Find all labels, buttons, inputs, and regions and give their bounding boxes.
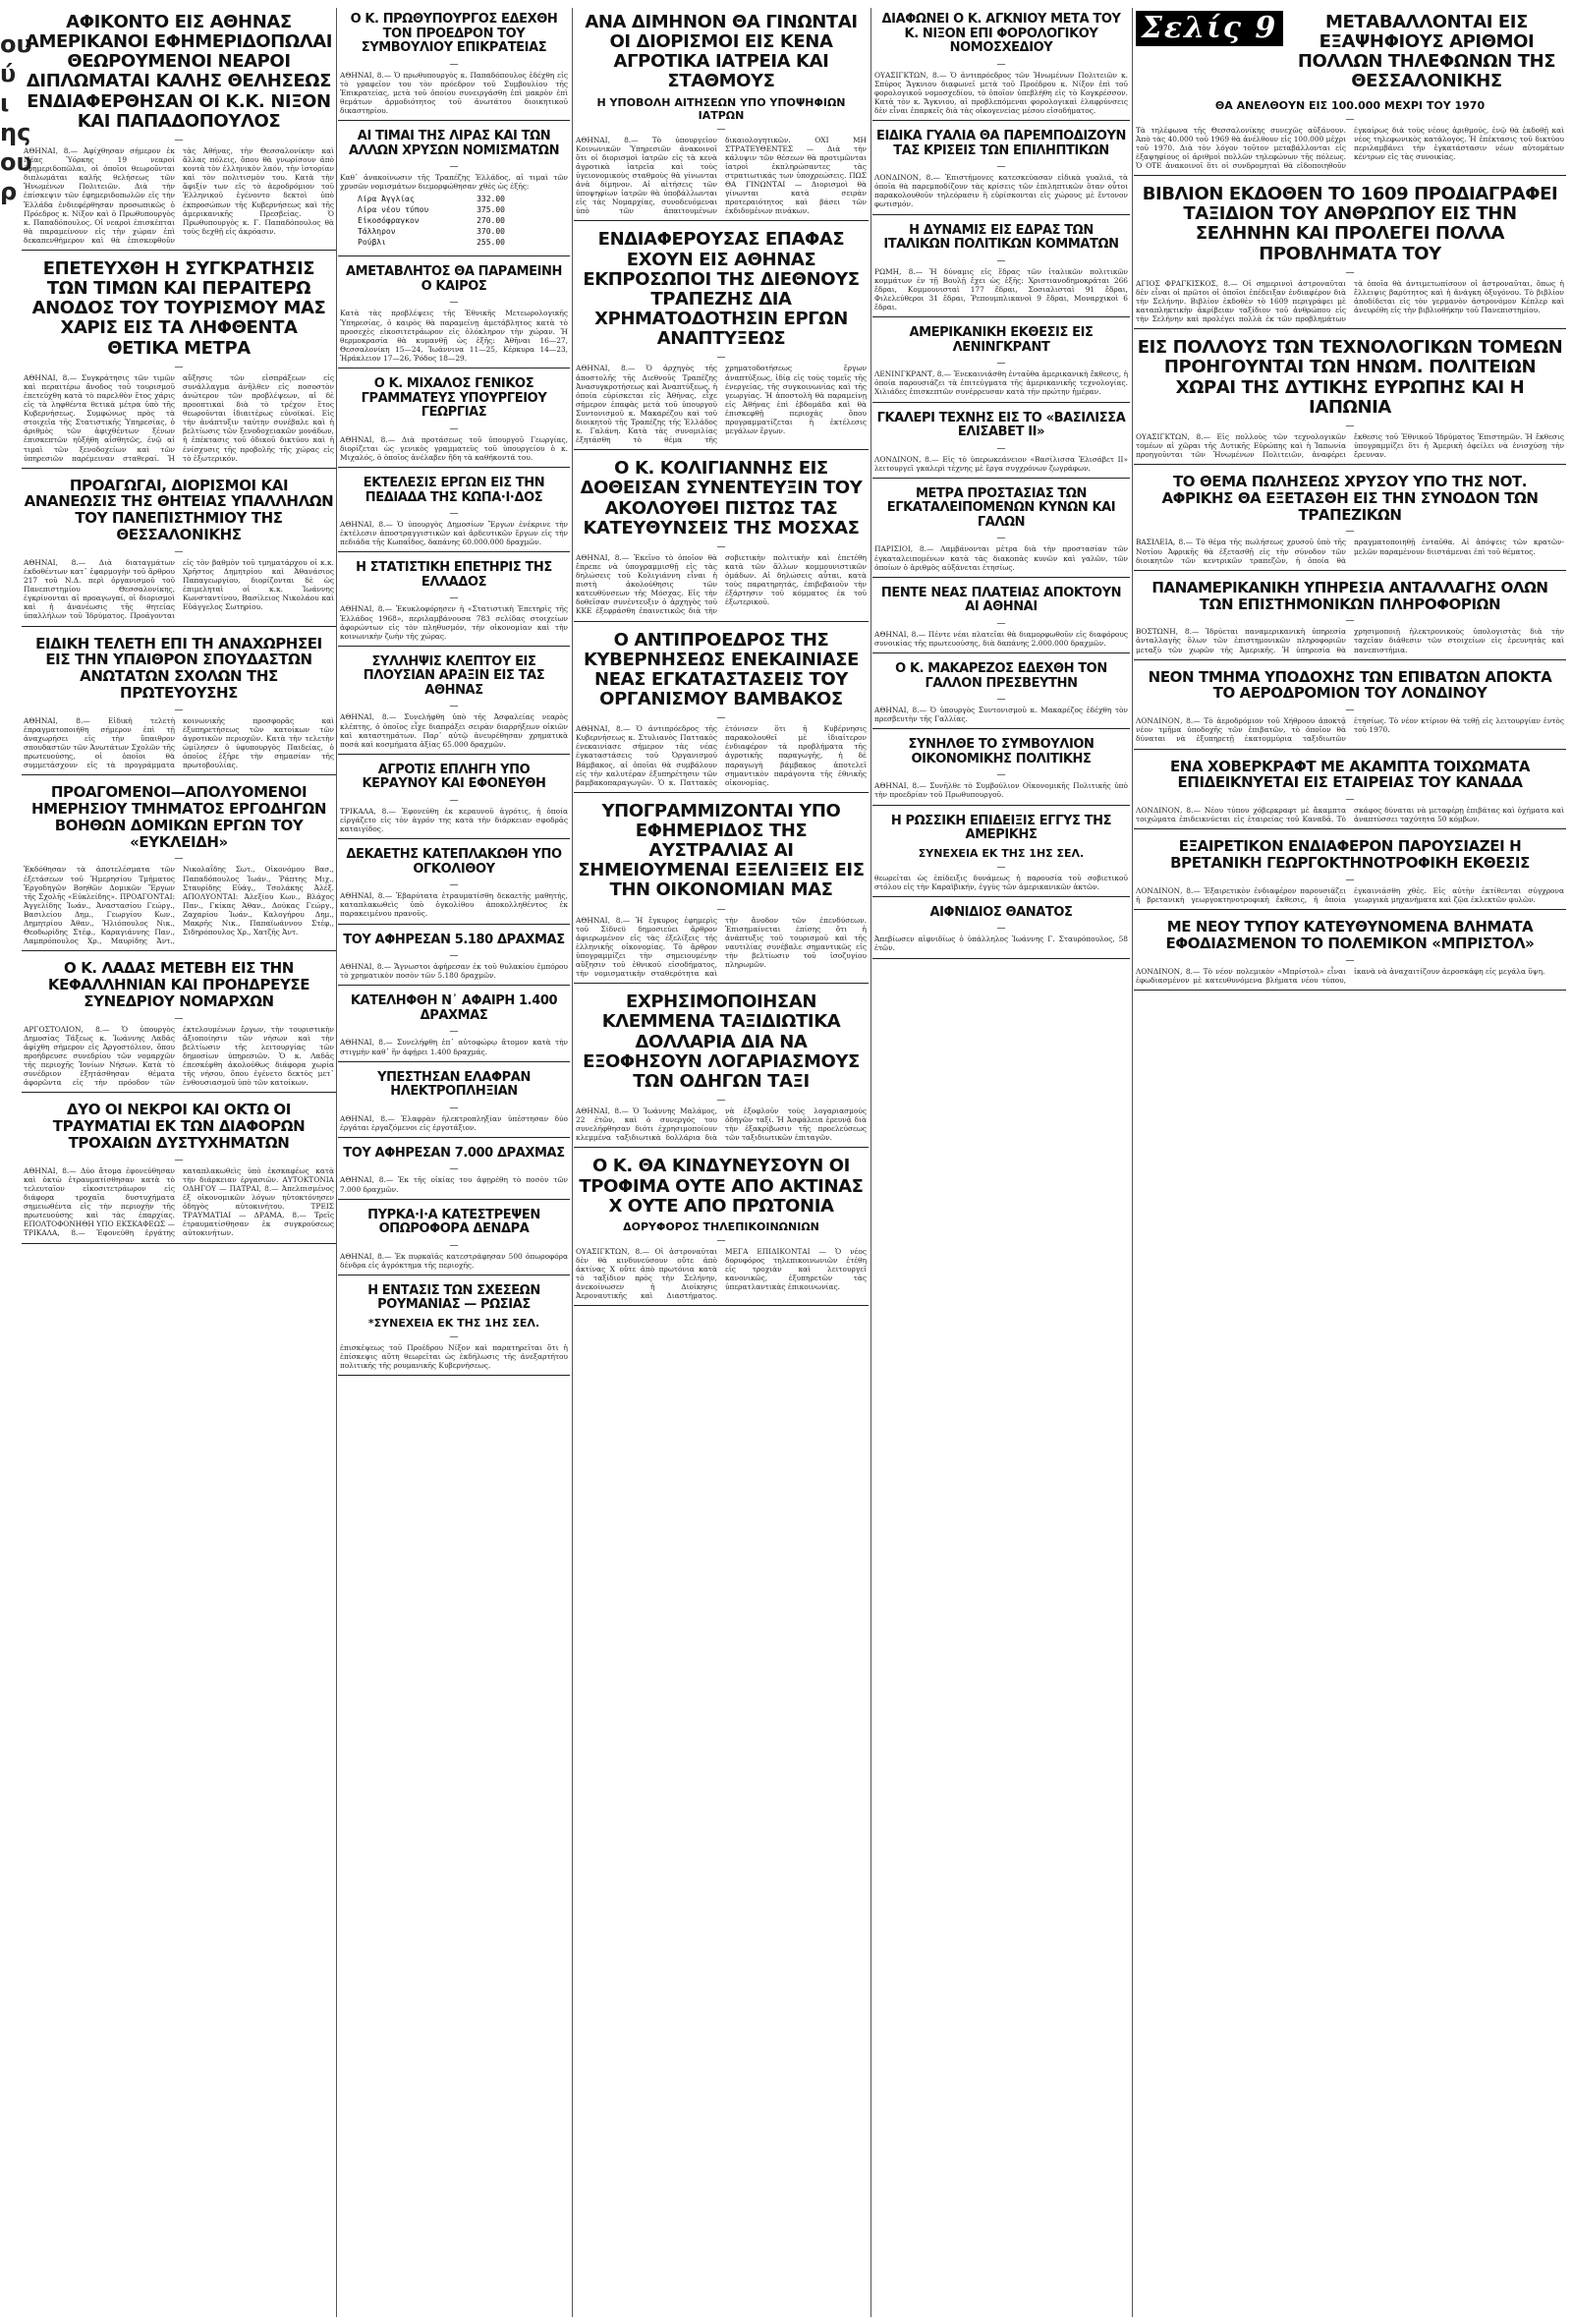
article-headline: ΔΙΑΦΩΝΕΙ Ο Κ. ΑΓΚΝΙΟΥ ΜΕΤΑ ΤΟΥ Κ. ΝΙΞΟΝ ΕΠΙ ΦΟΡΟΛΟΓΙΚΟΥ ΝΟΜΟΣΧΕΔΙΟΥ (881, 12, 1121, 56)
dash-separator: — (1345, 421, 1355, 431)
article (338, 372, 570, 468)
article-headline: ΑΝΑ ΔΙΜΗΝΟΝ ΘΑ ΓΙΝΩΝΤΑΙ ΟΙ ΔΙΟΡΙΣΜΟΙ ΕΙΣ ΚΕΝΑ ΑΓΡΟΤΙΚΑ ΙΑΤΡΕΙΑ ΚΑΙ ΣΤΑΘΜΟΥΣ (585, 12, 858, 92)
price-row (358, 226, 505, 237)
article-headline: ΚΑΤΕΛΗΦΘΗ Ν᾽ ΑΦΑΙΡΗ 1.400 ΔΡΑΧΜΑΣ (350, 993, 558, 1023)
article-headline: ΠΑΝΑΜΕΡΙΚΑΝΙΚΗ ΥΠΗΡΕΣΙΑ ΑΝΤΑΛΛΑΓΗΣ ΟΛΩΝ ΤΩΝ ΕΠΙΣΤΗΜΟΝΙΚΩΝ ΠΛΗΡΟΦΟΡΙΩΝ (1151, 578, 1548, 613)
dash-separator: — (716, 1235, 726, 1246)
price-value: 270.00 (477, 216, 505, 226)
article-body: ΑΘΗΝΑΙ, 8.— Ὁ ἀρχηγὸς τῆς ἀποστολῆς τῆς Διεθνοῦς Τραπέζης Ἀνασυγκροτήσεως καὶ Ἀναπτύξεως, ἡ ὁποία εὑρίσκεται εἰς Ἀθήνας, εἶχε σήμερον ἐπαφὰς μετὰ τοῦ ὑπουργοῦ Συντονισμοῦ κ. Μακαρέζου καὶ τοῦ διοικητοῦ τῆς Τραπέζης τῆς Ἑλλάδος κ. Γαλάνη. Κατὰ τὰς συνομιλίας ἐξητάσθη τὸ θέμα τῆς χρηματοδοτήσεως ἔργων ἀναπτύξεως, ἰδίᾳ εἰς τοὺς τομεῖς τῆς ἐνεργείας, τῆς συγκοινωνίας καὶ τῆς γεωργίας. Ἡ ἀποστολὴ θὰ παραμείνῃ εἰς Ἀθήνας ἐπὶ ἑβδομάδα καὶ θὰ ἐπισκεφθῇ περιοχὰς ὅπου προγραμματίζεται ἡ ἐκτέλεσις μεγάλων ἔργων. (576, 364, 867, 445)
article-body: ΑΘΗΝΑΙ, 8.— Ἐβαρύτατα ἐτραυματίσθη δεκαετὴς μαθητής, καταπλακωθεὶς ὑπὸ ὀγκολίθου ἀποκολληθέντος ἐκ παρακειμένου πρανοῦς. (340, 891, 568, 919)
article-headline: ΒΙΒΛΙΟΝ ΕΚΔΟΘΕΝ ΤΟ 1609 ΠΡΟΔΙΑΓΡΑΦΕΙ ΤΑΞΙΔΙΟΝ ΤΟΥ ΑΝΘΡΩΠΟΥ ΕΙΣ ΤΗΝ ΣΕΛΗΝΗΝ ΚΑΙ ΠΡΟΛΕΓΕΙ ΠΟΛΛΑ ΠΡΟΒΛΗΜΑΤΑ ΤΟΥ (1142, 184, 1558, 264)
article-body: ΟΥΑΣΙΓΚΤΩΝ, 8.— Οἱ ἀστροναῦται δὲν θὰ κινδυνεύσουν οὔτε ἀπὸ ἀκτίνας Χ οὔτε ἀπὸ πρωτόνια κατὰ τὸ ταξίδιον πρὸς τὴν Σελήνην, ἀνεκοίνωσεν ἡ Διοίκησις Ἀεροναυτικῆς καὶ Διαστήματος. ΜΕΓΑ ΕΠΙΔΙΚΟΝΤΑΙ — Ὁ νέος δορυφόρος τηλεπικοινωνιῶν ἐτέθη εἰς τροχιὰν καὶ λειτουργεῖ κανονικῶς, ἐξυπηρετῶν τὰς ὑπερατλαντικὰς ἐπικοινωνίας. (576, 1246, 867, 1301)
article-headline: ΕΝΑ ΧΟΒΕΡΚΡΑΦΤ ΜΕ ΑΚΑΜΠΤΑ ΤΟΙΧΩΜΑΤΑ ΕΠΙΔΕΙΚΝΥΕΤΑΙ ΕΙΣ ΕΤΑΙΡΕΙΑΣ ΤΟΥ ΚΑΝΑΔΑ (1169, 757, 1531, 792)
article-headline: ΜΕΤΡΑ ΠΡΟΣΤΑΣΙΑΣ ΤΩΝ ΕΓΚΑΤΑΛΕΙΠΟΜΕΝΩΝ ΚΥΝΩΝ ΚΑΙ ΓΑΛΩΝ (886, 485, 1116, 530)
article-body: ΑΓΙΟΣ ΦΡΑΓΚΙΣΚΟΣ, 8.— Οἱ σημερινοὶ ἀστροναῦται δὲν εἶναι οἱ πρῶτοι οἱ ὁποῖοι ἐπέδειξαν ἐνδιαφέρον διὰ τὴν Σελήνην. Βιβλίον ἐκδοθὲν τὸ 1609 περιγράφει μὲ καταπληκτικὴν ἀκρίβειαν ταξίδιον τοῦ ἀνθρώπου εἰς τὴν Σελήνην καὶ προλέγει πολλὰ ἐκ τῶν προβλημάτων τὰ ὁποῖα θὰ ἀντιμετωπίσουν οἱ ἀστροναῦται, ὅπως ἡ ἔλλειψις βαρύτητος καὶ ἡ ἀνάγκη ὀξυγόνου. Τὸ βιβλίον ἀποδίδεται εἰς τὸν γερμανὸν ἀστρονόμον Κέπλερ καὶ ἀνευρέθη εἰς τὴν βιβλιοθήκην τοῦ Πανεπιστημίου. (1136, 278, 1564, 324)
article (338, 1066, 570, 1138)
article-headline: ΕΙΔΙΚΗ ΤΕΛΕΤΗ ΕΠΙ ΤΗ ΑΝΑΧΩΡΗΣΕΙ ΕΙΣ ΤΗΝ ΥΠΑΙΘΡΟΝ ΣΠΟΥΔΑΣΤΩΝ ΑΝΩΤΑΤΩΝ ΣΧΟΛΩΝ ΤΗΣ ΠΡΩΤΕΥΟΥΣΗΣ (35, 634, 322, 702)
article (574, 8, 869, 221)
article-body: ΛΟΝΔΙΝΟΝ, 8.— Εἰς τὸ ὑπερωκεάνειον «Βασίλισσα Ἐλισάβετ ΙΙ» λειτουργεῖ γκαλερὶ τέχνης μὲ ἔργα συγχρόνων ζωγράφων. (874, 454, 1128, 473)
article-body: ΒΟΣΤΩΝΗ, 8.— Ἱδρύεται παναμερικανικὴ ὑπηρεσία ἀνταλλαγῆς ὅλων τῶν ἐπιστημονικῶν πληροφοριῶν μεταξὺ τῶν χωρῶν τῆς Ἀμερικῆς. Ἡ ὑπηρεσία θὰ χρησιμοποιῇ ἠλεκτρονικοὺς ὑπολογιστὰς διὰ τὴν ταχεῖαν διάθεσιν τῶν στοιχείων εἰς ἐρευνητὰς καὶ πανεπιστήμια. (1136, 627, 1564, 654)
article-body: Ἐκδόθησαν τὰ ἀποτελέσματα τῶν ἐξετάσεων τοῦ Ἡμερησίου Τμήματος Ἐργοδηγῶν Βοηθῶν Δομικῶν Ἔργων τῆς Σχολῆς «Εὐκλείδης». ΠΡΟΑΓΟΝΤΑΙ: Ἀγγελίδης Ἰωάν., Ἀναστασίου Γεώργ., Βασιλείου Δημ., Γεωργίου Κων., Δημητρίου Ἀθαν., Ἠλιόπουλος Νικ., Θεοδωρίδης Στέφ., Καραγιάννης Παν., Λαμπρόπουλος Χρ., Μαυρίδης Ἀντ., Νικολαΐδης Σωτ., Οἰκονόμου Βασ., Παπαδόπουλος Ἰωάν., Ῥάπτης Μιχ., Σταυρίδης Εὐάγ., Τσολάκης Ἀλέξ. ΑΠΟΛΥΟΝΤΑΙ: Ἀλεξίου Κων., Βλάχος Παν., Γκίκας Ἀθαν., Δούκας Γεώργ., Ζαχαρίου Ἰωάν., Καλογήρου Δημ., Μακρῆς Νικ., Παπαϊωάννου Στέφ., Σιδηρόπουλος Χρ., Χατζῆς Ἀντ. (24, 865, 334, 946)
article-body: ΑΘΗΝΑΙ, 8.— Διὰ προτάσεως τοῦ ὑπουργοῦ Γεωργίας, διορίζεται ὡς γενικὸς γραμματεὺς τοῦ ὑπουργείου ὁ κ. Μιχαλός, ὁ ὁποῖος ἀνέλαβεν ἤδη τὰ καθήκοντά του. (340, 434, 568, 462)
article (22, 8, 336, 251)
article-headline: Η ΕΝΤΑΣΙΣ ΤΩΝ ΣΧΕΣΕΩΝ ΡΟΥΜΑΝΙΑΣ — ΡΩΣΙΑΣ (367, 1282, 540, 1313)
article-headline: ΝΕΟΝ ΤΜΗΜΑ ΥΠΟΔΟΧΗΣ ΤΩΝ ΕΠΙΒΑΤΩΝ ΑΠΟΚΤΑ ΤΟ ΑΕΡΟΔΡΟΜΙΟΝ ΤΟΥ ΛΟΝΔΙΝΟΥ (1148, 667, 1552, 703)
dash-separator: — (449, 1240, 459, 1251)
article (22, 255, 336, 469)
dash-separator: — (449, 424, 459, 434)
article-subheadline: ΘΑ ΑΝΕΛΘΟΥΝ ΕΙΣ 100.000 ΜΕΧΡΙ ΤΟΥ 1970 (1214, 98, 1486, 112)
clipped-text-fragment: ης (0, 119, 31, 146)
article-body: Καθ᾽ ἀνακοίνωσιν τῆς Τραπέζης Ἑλλάδος, αἱ τιμαὶ τῶν χρυσῶν νομισμάτων διεμορφώθησαν χθὲς ὡς ἑξῆς: (340, 173, 568, 192)
dash-separator: — (174, 854, 184, 865)
article-headline: ΠΥΡΚΑ·Ι·Α ΚΑΤΕΣΤΡΕΨΕΝ ΟΠΩΡΟΦΟΡΑ ΔΕΝΔΡΑ (367, 1207, 540, 1237)
price-row (358, 194, 505, 204)
price-row (358, 237, 505, 248)
column-5 (1134, 8, 1566, 994)
article-headline: Ο Κ. ΚΟΛΙΓΙΑΝΝΗΣ ΕΙΣ ΔΟΘΕΙΣΑΝ ΣΥΝΕΝΤΕΥΞΙΝ ΤΟΥ ΑΚΟΛΟΥΘΕΙ ΠΙΣΤΩΣ ΤΑΣ ΚΑΤΕΥΘΥΝΣΕΙΣ ΤΗΣ ΜΟΣΧΑΣ (580, 458, 863, 538)
article-headline: ΑΦΙΚΟΝΤΟ ΕΙΣ ΑΘΗΝΑΣ ΑΜΕΡΙΚΑΝΟΙ ΕΦΗΜΕΡΙΔΟΠΩΛΑΙ ΘΕΩΡΟΥΜΕΝΟΙ ΝΕΑΡΟΙ ΔΙΠΛΩΜΑΤΑΙ ΚΑΛΗΣ ΘΕΛΗΣΕΩΣ ΕΝΔΙΑΦΕΡΘΗΣΑΝ ΟΙ Κ.Κ. ΝΙΞΟΝ ΚΑΙ ΠΑΠΑΔΟΠΟΥΛΟΣ (25, 12, 333, 132)
article-headline: ΥΠΕΣΤΗΣΑΝ ΕΛΑΦΡΑΝ ΗΛΕΚΤΡΟΠΛΗΞΙΑΝ (377, 1069, 531, 1100)
article (574, 1152, 869, 1306)
dash-separator: — (449, 59, 459, 70)
article (338, 843, 570, 924)
price-value: 255.00 (477, 238, 505, 248)
dash-separator: — (1345, 955, 1355, 966)
article-body: ΑΘΗΝΑΙ, 8.— Δύο ἄτομα ἐφονεύθησαν καὶ ὀκτὼ ἐτραυματίσθησαν κατὰ τὸ τελευταῖον εἰκοσιτετράωρον εἰς διάφορα τροχαῖα δυστυχήματα σημειωθέντα εἰς τὴν περιοχὴν τῆς πρωτευούσης καὶ τὰς ἐπαρχίας. ΕΠΟΛΤΟΦΟΝΗΘΗ ΥΠΟ ΕΚΣΚΑΦΕΩΣ — ΤΡΙΚΑΛΑ, 8.— Ἐφονεύθη ἐργάτης καταπλακωθεὶς ὑπὸ ἐκσκαφέως κατὰ τὴν διάρκειαν ἐργασιῶν. ΑΥΤΟΚΤΟΝΙΑ ΟΔΗΓΟΥ — ΠΑΤΡΑΙ, 8.— Ἀπελπισμένος ἐξ οἰκονομικῶν λόγων ηὐτοκτόνησεν ὁδηγὸς αὐτοκινήτου. ΤΡΕΙΣ ΤΡΑΥΜΑΤΙΑΙ — ΔΡΑΜΑ, 8.— Τρεῖς ἐτραυματίσθησαν ἐκ συγκρούσεως αὐτοκινήτων. (24, 1165, 334, 1238)
article (338, 759, 570, 839)
article-headline: Ο Κ. ΜΙΧΑΛΟΣ ΓΕΝΙΚΟΣ ΓΡΑΜΜΑΤΕΥΣ ΥΠΟΥΡΓΕΙΟΥ ΓΕΩΡΓΙΑΣ (361, 376, 547, 421)
article (338, 1204, 570, 1275)
price-label: Τάλληρον (358, 227, 396, 237)
article-body: ΑΘΗΝΑΙ, 8.— Ἐκ πυρκαϊᾶς κατεστράφησαν 500 ὀπωροφόρα δένδρα εἰς ἀγρόκτημα τῆς περιοχῆς. (340, 1251, 568, 1270)
article (574, 797, 869, 984)
article-headline: ΕΝΔΙΑΦΕΡΟΥΣΑΣ ΕΠΑΦΑΣ ΕΧΟΥΝ ΕΙΣ ΑΘΗΝΑΣ ΕΚΠΡΟΣΩΠΟΙ ΤΗΣ ΔΙΕΘΝΟΥΣ ΤΡΑΠΕΖΗΣ ΔΙΑ ΧΡΗΜΑΤΟΔΟΤΗΣΙΝ ΕΡΓΩΝ ΑΝΑΠΤΥΞΕΩΣ (583, 229, 860, 350)
article-body: ΑΘΗΝΑΙ, 8.— Ὁ πρωθυπουργὸς κ. Παπαδόπουλος ἐδέχθη εἰς τὸ γραφεῖον του τὸν πρόεδρον τοῦ Συμβουλίου τῆς Ἐπικρατείας, μετὰ τοῦ ὁποίου συνειργάσθη ἐπὶ μακρὸν ἐπὶ θεμάτων ἀρμοδιότητος τοῦ ἀνωτάτου διοικητικοῦ δικαστηρίου. (340, 70, 568, 116)
article (338, 651, 570, 755)
article (872, 321, 1130, 402)
article (574, 225, 869, 450)
article (574, 454, 869, 621)
price-label: Λίρα νέου τύπου (358, 205, 429, 215)
article-body: ΑΘΗΝΑΙ, 8.— Διὰ διαταγμάτων ἐκδοθέντων κατ᾽ ἐφαρμογὴν τοῦ ἄρθρου 217 τοῦ Ν.Δ. περὶ ὀργανισμοῦ τοῦ Πανεπιστημίου Θεσσαλονίκης, ἐγκρίνονται αἱ προαγωγαί, οἱ διορισμοὶ καὶ ἡ ἀνανέωσις τῆς θητείας ὑπαλλήλων τοῦ Ἱδρύματος. Προάγονται εἰς τὸν βαθμὸν τοῦ τμηματάρχου οἱ κ.κ. Χρῆστος Δημητρίου καὶ Ἀθανάσιος Παπαγεωργίου, διορίζονται δὲ ὡς ἐπιμεληταὶ οἱ κ.κ. Ἰωάννης Κωνσταντίνου, Βασίλειος Νικολάου καὶ Εὐάγγελος Σωτηρίου. (24, 557, 334, 621)
article-subheadline: ΔΟΡΥΦΟΡΟΣ ΤΗΛΕΠΙΚΟΙΝΩΝΙΩΝ (623, 1219, 819, 1233)
article-headline: ΑΙΦΝΙΔΙΟΣ ΘΑΝΑΤΟΣ (929, 904, 1073, 920)
dash-separator: — (996, 862, 1006, 873)
page-number-masthead: Σελίς 9 (1136, 11, 1283, 46)
dash-separator: — (996, 255, 1006, 266)
article (338, 929, 570, 987)
article (22, 955, 336, 1093)
article-headline: Η ΡΩΣΣΙΚΗ ΕΠΙΔΕΙΞΙΣ ΕΓΓΥΣ ΤΗΣ ΑΜΕΡΙΚΗΣ (890, 813, 1112, 843)
article-body: ΑΘΗΝΑΙ, 8.— Συγκράτησις τῶν τιμῶν καὶ περαιτέρω ἄνοδος τοῦ τουρισμοῦ ἐπετεύχθη κατὰ τὸ παρελθὸν ἔτος χάρις εἰς τὰ ληφθέντα θετικὰ μέτρα ὑπὸ τῆς Κυβερνήσεως. Συμφώνως πρὸς τὰ στοιχεῖα τῆς Στατιστικῆς Ὑπηρεσίας, ὁ ἀριθμὸς τῶν ἀφιχθέντων ξένων ἐπισκεπτῶν ηὐξήθη αἰσθητῶς, ἐνῷ αἱ τιμαὶ τῶν ξενοδοχείων καὶ τῶν ὑπηρεσιῶν παρέμειναν σταθεραί. Ἡ αὔξησις τῶν εἰσπράξεων εἰς συνάλλαγμα ἀνῆλθεν εἰς ποσοστὸν ἀνώτερον τῶν προβλέψεων, αἱ δὲ προοπτικαὶ διὰ τὸ τρέχον ἔτος θεωροῦνται ἰδιαιτέρως εὐνοϊκαί. Εἰς τὴν ἀνάπτυξιν ταύτην συνέβαλε καὶ ἡ βελτίωσις τῶν ξενοδοχειακῶν μονάδων, ἡ ἐπέκτασις τοῦ ὁδικοῦ δικτύου καὶ ἡ ἐνίσχυσις τῆς προβολῆς τῆς χώρας εἰς τὸ ἐξωτερικόν. (24, 372, 334, 463)
article (1134, 575, 1566, 660)
article-body: ΑΘΗΝΑΙ, 8.— Ὁ Ἰωάννης Μαλάμος, 22 ἐτῶν, καὶ ὁ συνεργός του συνελήφθησαν διότι ἐχρησιμοποίουν κλεμμένα ταξιδιωτικὰ δολλάρια διὰ νὰ ἐξοφλοῦν τοὺς λογαριασμοὺς ὁδηγῶν ταξί. Ἡ Ἀσφάλεια ἐρευνᾷ διὰ τὴν ἐξακρίβωσιν τῆς προελεύσεως τῶν ταξιδιωτικῶν ἐπιταγῶν. (576, 1106, 867, 1143)
column-1 (22, 8, 336, 1248)
price-value: 375.00 (477, 205, 505, 215)
dash-separator: — (996, 695, 1006, 706)
masthead-row (1136, 11, 1564, 96)
article-body: ΑΘΗΝΑΙ, 8.— Ἐλαφρὰν ἠλεκτροπληξίαν ὑπέστησαν δύο ἐργάται ἐργαζόμενοι εἰς ἐργοτάξιον. (340, 1113, 568, 1132)
article-body: ΡΩΜΗ, 8.— Ἡ δύναμις εἰς ἕδρας τῶν ἰταλικῶν πολιτικῶν κομμάτων ἐν τῇ Βουλῇ ἔχει ὡς ἑξῆς: Χριστιανοδημοκράται 266 ἕδραι, Κομμουνισταὶ 177 ἕδραι, Σοσιαλισταὶ 91 ἕδραι, Φιλελεύθεροι 31 ἕδραι, Ῥεπουμπλικανοὶ 9 ἕδραι, Μοναρχικοὶ 6 ἕδραι. (874, 266, 1128, 312)
dash-separator: — (1345, 795, 1355, 806)
article-subheadline: ΣΥΝΕΧΕΙΑ ΕΚ ΤΗΣ 1ΗΣ ΣΕΛ. (918, 846, 1085, 860)
article-headline: ΔΕΚΑΕΤΗΣ ΚΑΤΕΠΛΑΚΩΘΗ ΥΠΟ ΟΓΚΟΛΙΘΟΥ (346, 847, 562, 877)
dash-separator: — (174, 362, 184, 372)
article-body: ΑΘΗΝΑΙ, 8.— Ὁ ὑπουργὸς Συντονισμοῦ κ. Μακαρέζος ἐδέχθη τὸν πρεσβευτὴν τῆς Γαλλίας. (874, 706, 1128, 724)
dash-separator: — (996, 924, 1006, 935)
article-body: θεωρεῖται ὡς ἐπίδειξις δυνάμεως ἡ παρουσία τοῦ σοβιετικοῦ στόλου εἰς τὴν Καραϊβικήν, ἐγγὺς τῶν ἀμερικανικῶν ἀκτῶν. (874, 873, 1128, 891)
article (872, 219, 1130, 318)
article-body: Κατὰ τὰς προβλέψεις τῆς Ἐθνικῆς Μετεωρολογικῆς Ὑπηρεσίας, ὁ καιρὸς θὰ παραμείνῃ ἀμετάβλητος κατὰ τὸ προσεχὲς εἰκοσιτετράωρον εἰς ὁλόκληρον τὴν χώραν. Ἡ θερμοκρασία θὰ κυμανθῇ ὡς ἑξῆς: Ἀθῆναι 16—27, Θεσσαλονίκη 15—24, Ἰωάννινα 11—25, Κέρκυρα 14—23, Ἡράκλειον 17—26, Ῥόδος 18—29. (340, 309, 568, 363)
dash-separator: — (449, 162, 459, 173)
article-headline: Ο Κ. ΘΑ ΚΙΝΔΥΝΕΥΣΟΥΝ ΟΙ ΤΡΟΦΙΜΑ ΟΥΤΕ ΑΠΟ ΑΚΤΙΝΑΣ Χ ΟΥΤΕ ΑΠΟ ΠΡΩΤΟΝΙΑ (579, 1156, 864, 1217)
dash-separator: — (174, 705, 184, 715)
article (574, 988, 869, 1148)
article-body: ΑΡΓΟΣΤΟΛΙΟΝ, 8.— Ὁ ὑπουργὸς Δημοσίας Τάξεως κ. Ἰωάννης Λαδᾶς ἀφίχθη σήμερον εἰς Ἀργοστόλιον, ὅπου προήδρευσε συνεδρίου τῶν νομαρχῶν τῆς περιοχῆς Ἰονίων Νήσων. Κατὰ τὸ συνέδριον ἐξητάσθησαν θέματα ἀφορῶντα εἰς τὴν πρόοδον τῶν ἐκτελουμένων ἔργων, τὴν τουριστικὴν ἀξιοποίησιν τῶν νήσων καὶ τὴν βελτίωσιν τῆς λειτουργίας τῶν δημοσίων ὑπηρεσιῶν. Ὁ κ. Λαδᾶς ἐπεσκέφθη ἀκολούθως διάφορα χωρία τῆς νήσου, ὅπου ἐγένετο δεκτὸς μετ᾽ ἐνθουσιασμοῦ ὑπὸ τῶν κατοίκων. (24, 1024, 334, 1088)
article-body: ΑΘΗΝΑΙ, 8.— Ἐκ τῆς οἰκίας του ἀφῃρέθη τὸ ποσὸν τῶν 7.000 δραχμῶν. (340, 1175, 568, 1194)
dash-separator: — (996, 443, 1006, 454)
column-rule (870, 8, 871, 2317)
article-headline: ΠΡΟΑΓΟΜΕΝΟΙ—ΑΠΟΛΥΟΜΕΝΟΙ ΗΜΕΡΗΣΙΟΥ ΤΜΗΜΑΤΟΣ ΕΡΓΟΔΗΓΩΝ ΒΟΗΘΩΝ ΔΟΜΙΚΩΝ ΕΡΓΩΝ ΤΟΥ «ΕΥΚΛΕΙΔΗ» (30, 783, 326, 851)
column-rule (336, 8, 337, 2317)
article-body: ΑΘΗΝΑΙ, 8.— Ὁ ἀντιπρόεδρος τῆς Κυβερνήσεως κ. Στυλιανὸς Παττακὸς ἐνεκαινίασε σήμερον τὰς νέας ἐγκαταστάσεις τοῦ Ὀργανισμοῦ Βάμβακος, αἱ ὁποῖαι θὰ συμβάλουν εἰς τὴν καλυτέραν ἐξυπηρέτησιν τῶν βαμβακοπαραγωγῶν. Ὁ κ. Παττακὸς ἐτόνισεν ὅτι ἡ Κυβέρνησις παρακολουθεῖ μὲ ἰδιαίτερον ἐνδιαφέρον τὰ προβλήματα τῆς ἀγροτικῆς παραγωγῆς, ἡ δὲ παραγωγὴ βάμβακος ἀποτελεῖ σημαντικὸν παράγοντα τῆς ἐθνικῆς οἰκονομίας. (576, 724, 867, 787)
dash-separator: — (716, 353, 726, 364)
column-3 (574, 8, 869, 1310)
dash-separator: — (449, 298, 459, 309)
article-body: ΑΘΗΝΑΙ, 8.— Ἄγνωστοι ἀφήρεσαν ἐκ τοῦ θυλακίου ἐμπόρου τὸ χρηματικὸν ποσὸν τῶν 5.180 δραχμῶν. (340, 962, 568, 981)
price-label: Εἰκοσόφραγκον (358, 216, 420, 226)
article-headline: ΣΥΝΗΛΘΕ ΤΟ ΣΥΜΒΟΥΛΙΟΝ ΟΙΚΟΝΟΜΙΚΗΣ ΠΟΛΙΤΙΚΗΣ (908, 737, 1095, 766)
article-headline: ΑΙ ΤΙΜΑΙ ΤΗΣ ΛΙΡΑΣ ΚΑΙ ΤΩΝ ΑΛΛΩΝ ΧΡΥΣΩΝ ΝΟΜΙΣΜΑΤΩΝ (348, 129, 560, 158)
article-body: ΑΘΗΝΑΙ, 8.— Συνῆλθε τὸ Συμβούλιον Οἰκονομικῆς Πολιτικῆς ὑπὸ τὴν προεδρίαν τοῦ Πρωθυπουργοῦ. (874, 781, 1128, 800)
article (574, 626, 869, 793)
article (1134, 664, 1566, 750)
article-headline: ΑΜΕΤΑΒΛΗΤΟΣ ΘΑ ΠΑΡΑΜΕΙΝΗ Ο ΚΑΙΡΟΣ (346, 264, 562, 294)
price-label: Ρούβλι (358, 238, 386, 248)
dash-separator: — (174, 546, 184, 557)
clipped-text-fragment: ου (0, 30, 32, 58)
gold-price-table (358, 194, 568, 248)
article-body: ΛΕΝΙΝΓΚΡΑΝΤ, 8.— Ἐνεκαινιάσθη ἐνταῦθα ἀμερικανικὴ ἔκθεσις, ἡ ὁποία παρουσιάζει τὰ ἐπιτεύγματα τῆς ἀμερικανικῆς τεχνολογίας. Χιλιάδες ἐπισκεπτῶν συνέρρευσαν κατὰ τὴν πρώτην ἡμέραν. (874, 369, 1128, 397)
article-body: Τὰ τηλέφωνα τῆς Θεσσαλονίκης συνεχῶς αὐξάνουν. Ἀπὸ τὰς 40.000 τοῦ 1969 θὰ ἀνέλθουν εἰς 100.000 μέχρι τοῦ 1970. Διὰ τὸν λόγον τοῦτον μεταβάλλονται εἰς ἑξαψηφίους οἱ ἀριθμοὶ πολλῶν τηλεφώνων τῆς πόλεως. Ὁ ΟΤΕ ἀνακοινοῖ ὅτι οἱ συνδρομηταὶ θὰ εἰδοποιηθοῦν ἐγκαίρως διὰ τοὺς νέους ἀριθμούς, ἐνῷ θὰ ἐκδοθῇ καὶ νέος τηλεφωνικὸς κατάλογος. Ἡ ἐπέκτασις τοῦ δικτύου περιλαμβάνει τὴν ἐγκατάστασιν νέων αὐτομάτων κέντρων εἰς τὰς συνοικίας. (1136, 125, 1564, 170)
article-headline: ΓΚΑΛΕΡΙ ΤΕΧΝΗΣ ΕΙΣ ΤΟ «ΒΑΣΙΛΙΣΣΑ ΕΛΙΣΑΒΕΤ ΙΙ» (876, 410, 1126, 440)
article (338, 990, 570, 1061)
article-body: ΑΘΗΝΑΙ, 8.— Πέντε νέαι πλατεῖαι θὰ διαμορφωθοῦν εἰς διαφόρους συνοικίας τῆς πρωτευούσης, διὰ δαπάνης 2.000.000 δραχμῶν. (874, 629, 1128, 648)
dash-separator: — (1345, 706, 1355, 716)
article (22, 1097, 336, 1243)
article-body: ΛΟΝΔΙΝΟΝ, 8.— Τὸ νέον πολεμικὸν «Μπρίστολ» εἶναι ἐφωδιασμένον μὲ κατευθυνόμενα βλήματα νέου τύπου, ἱκανὰ νὰ ἀναχαιτίζουν ἀεροσκάφη εἰς μεγάλα ὕψη. (1136, 966, 1545, 985)
article (872, 582, 1130, 653)
column-2 (338, 8, 570, 1380)
article (338, 1142, 570, 1200)
article-subheadline: *ΣΥΝΕΧΕΙΑ ΕΚ ΤΗΣ 1ΗΣ ΣΕΛ. (367, 1316, 540, 1330)
article-headline: ΕΧΡΗΣΙΜΟΠΟΙΗΣΑΝ ΚΛΕΜΜΕΝΑ ΤΑΞΙΔΙΩΤΙΚΑ ΔΟΛΛΑΡΙΑ ΔΙΑ ΝΑ ΕΞΟΦΗΣΟΥΝ ΛΟΓΑΡΙΑΣΜΟΥΣ ΤΩΝ ΟΔΗΓΩΝ ΤΑΞΙ (583, 992, 860, 1092)
article-body: ΑΘΗΝΑΙ, 8.— Ἐκυκλοφόρησεν ἡ «Στατιστικὴ Ἐπετηρὶς τῆς Ἑλλάδος 1968», περιλαμβάνουσα 783 σελίδας στοιχείων ἀφορώντων εἰς τὸν πληθυσμόν, τὴν οἰκονομίαν καὶ τὴν κοινωνικὴν ζωὴν τῆς χώρας. (340, 604, 568, 641)
article-headline: Ο Κ. ΜΑΚΑΡΕΖΟΣ ΕΔΕΧΘΗ ΤΟΝ ΓΑΛΛΟΝ ΠΡΕΣΒΕΥΤΗΝ (895, 661, 1107, 691)
price-row (358, 215, 505, 226)
clipped-text-fragment: ύ (0, 60, 17, 87)
article-headline: ΑΜΕΡΙΚΑΝΙΚΗ ΕΚΘΕΣΙΣ ΕΙΣ ΛΕΝΙΝΓΚΡΑΝΤ (909, 325, 1094, 355)
article-body: ΟΥΑΣΙΓΚΤΩΝ, 8.— Ὁ ἀντιπρόεδρος τῶν Ἡνωμένων Πολιτειῶν κ. Σπύρος Ἄγκνιου διαφωνεῖ μετὰ τοῦ Προέδρου κ. Νίξον ἐπὶ τοῦ φορολογικοῦ νομοσχεδίου, τὸ ὁποῖον ὑπεβλήθη εἰς τὸ Κογκρέσσον. Κατὰ τὸν κ. Ἄγκνιου, αἱ προβλεπόμεναι φορολογικαὶ ἐλαφρύνσεις δὲν εἶναι ἐπαρκεῖς διὰ τὰς οἰκογενείας μέσου εἰσοδήματος. (874, 70, 1128, 116)
article-subheadline: Η ΥΠΟΒΟΛΗ ΑΙΤΗΣΕΩΝ ΥΠΟ ΥΠΟΨΗΦΙΩΝ ΙΑΤΡΩΝ (596, 95, 846, 122)
article-headline: ΔΥΟ ΟΙ ΝΕΚΡΟΙ ΚΑΙ ΟΚΤΩ ΟΙ ΤΡΑΥΜΑΤΙΑΙ ΕΚ ΤΩΝ ΔΙΑΦΟΡΩΝ ΤΡΟΧΑΙΩΝ ΔΥΣΤΥΧΗΜΑΤΩΝ (52, 1101, 306, 1152)
clipped-text-fragment: ρ (0, 178, 18, 205)
dash-separator: — (174, 135, 184, 145)
price-value: 370.00 (477, 227, 505, 237)
article (872, 482, 1130, 578)
dash-separator: — (1345, 616, 1355, 627)
article-headline: ΠΕΝΤΕ ΝΕΑΣ ΠΛΑΤΕΙΑΣ ΑΠΟΚΤΟΥΝ ΑΙ ΑΘΗΝΑΙ (880, 585, 1122, 615)
article-headline: ΕΙΣ ΠΟΛΛΟΥΣ ΤΩΝ ΤΕΧΝΟΛΟΓΙΚΩΝ ΤΟΜΕΩΝ ΠΡΟΗΓΟΥΝΤΑΙ ΤΩΝ ΗΝΩΜ. ΠΟΛΙΤΕΙΩΝ ΧΩΡΑΙ ΤΗΣ ΔΥΤΙΚΗΣ ΕΥΡΩΠΗΣ ΚΑΙ Η ΙΑΠΩΝΙΑ (1137, 337, 1563, 418)
article-body: ἐπισκέψεως τοῦ Προέδρου Νίξον καὶ παρατηρεῖται ὅτι ἡ ἐπίσκεψις αὕτη θεωρεῖται ὡς ἐκδήλωσις τῆς ἀνεξαρτήτου πολιτικῆς τῆς ρουμανικῆς Κυβερνήσεως. (340, 1342, 568, 1371)
dash-separator: — (996, 162, 1006, 173)
article (872, 8, 1130, 121)
article-headline: ΠΡΟΑΓΩΓΑΙ, ΔΙΟΡΙΣΜΟΙ ΚΑΙ ΑΝΑΝΕΩΣΙΣ ΤΗΣ ΘΗΤΕΙΑΣ ΥΠΑΛΛΗΛΩΝ ΤΟΥ ΠΑΝΕΠΙΣΤΗΜΙΟΥ ΤΗΣ ΘΕΣΣΑΛΟΝΙΚΗΣ (24, 476, 334, 544)
article-headline: ΕΠΕΤΕΥΧΘΗ Η ΣΥΓΚΡΑΤΗΣΙΣ ΤΩΝ ΤΙΜΩΝ ΚΑΙ ΠΕΡΑΙΤΕΡΩ ΑΝΟΔΟΣ ΤΟΥ ΤΟΥΡΙΣΜΟΥ ΜΑΣ ΧΑΡΙΣ ΕΙΣ ΤΑ ΛΗΦΘΕΝΤΑ ΘΕΤΙΚΑ ΜΕΤΡΑ (31, 257, 326, 359)
article-headline: ΜΕΤΑΒΑΛΛΟΝΤΑΙ ΕΙΣ ΕΞΑΨΗΦΙΟΥΣ ΑΡΙΘΜΟΙ ΠΟΛΛΩΝ ΤΗΛΕΦΩΝΩΝ ΤΗΣ ΘΕΣΣΑΛΟΝΙΚΗΣ (1297, 12, 1556, 92)
dash-separator: — (716, 713, 726, 724)
article (22, 779, 336, 951)
article-headline: ΕΞΑΙΡΕΤΙΚΟΝ ΕΝΔΙΑΦΕΡΟΝ ΠΑΡΟΥΣΙΑΖΕΙ Η ΒΡΕΤΑΝΙΚΗ ΓΕΩΡΓΟΚΤΗΝΟΤΡΟΦΙΚΗ ΕΚΘΕΣΙΣ (1170, 837, 1530, 873)
article (872, 125, 1130, 214)
article-headline: Ο Κ. ΠΡΩΘΥΠΟΥΡΓΟΣ ΕΔΕΧΘΗ ΤΟΝ ΠΡΟΕΔΡΟΝ ΤΟΥ ΣΥΜΒΟΥΛΙΟΥ ΕΠΙΚΡΑΤΕΙΑΣ (350, 12, 558, 56)
left-edge-clip (0, 29, 32, 206)
dash-separator: — (449, 1332, 459, 1342)
dash-separator: — (716, 1096, 726, 1106)
price-value: 332.00 (477, 195, 505, 204)
article (338, 1279, 570, 1376)
clipped-text-fragment: ου (0, 148, 32, 176)
article-body: ΟΥΑΣΙΓΚΤΩΝ, 8.— Εἰς πολλοὺς τῶν τεχνολογικῶν τομέων αἱ χῶραι τῆς Δυτικῆς Εὐρώπης καὶ ἡ Ἰαπωνία προηγοῦνται τῶν Ἡνωμένων Πολιτειῶν, ἀναφέρει ἔκθεσις τοῦ Ἐθνικοῦ Ἱδρύματος Ἐπιστημῶν. Ἡ ἔκθεσις ὑπογραμμίζει ὅτι ἡ Ἀμερικὴ ὀφείλει νὰ ἐνισχύσῃ τὴν ἔρευναν. (1136, 431, 1564, 459)
clipped-text-fragment: ι (0, 89, 10, 117)
article-body: ΛΟΝΔΙΝΟΝ, 8.— Ἐξαιρετικὸν ἐνδιαφέρον παρουσιάζει ἡ βρετανικὴ γεωργοκτηνοτροφικὴ ἔκθεσις, ἡ ὁποία ἐγκαινιάσθη χθές. Εἰς αὐτὴν ἐκτίθενται σύγχρονα γεωργικὰ μηχανήματα καὶ ζῷα ἐκλεκτῶν φυλῶν. (1136, 885, 1564, 904)
article (338, 472, 570, 552)
article (1134, 180, 1566, 329)
dash-separator: — (996, 534, 1006, 544)
article-headline: ΤΟΥ ΑΦΗΡΕΣΑΝ 7.000 ΔΡΑΧΜΑΣ (343, 1145, 565, 1161)
article-body: ΠΑΡΙΣΙΟΙ, 8.— Λαμβάνονται μέτρα διὰ τὴν προστασίαν τῶν ἐγκαταλειπομένων κατὰ τὰς διακοπὰς κυνῶν καὶ γαλῶν, τῶν ὁποίων ὁ ἀριθμὸς αὐξάνεται ἐτησίως. (874, 544, 1128, 572)
article-headline: ΣΥΛΛΗΨΙΣ ΚΛΕΠΤΟΥ ΕΙΣ ΠΛΟΥΣΙΑΝ ΑΡΑΞΙΝ ΕΙΣ ΤΑΣ ΑΘΗΝΑΣ (363, 653, 545, 698)
article (1134, 8, 1566, 176)
article-body: ΑΘΗΝΑΙ, 8.— Ἐκεῖνο τὸ ὁποῖον θὰ ἔπρεπε νὰ ὑπογραμμισθῇ εἰς τὰς δηλώσεις τοῦ Κολιγιάννη εἶναι ἡ πιστὴ ἀκολούθησις τῶν κατευθύνσεων τῆς Μόσχας. Εἰς τὴν δοθεῖσαν συνέντευξιν ὁ ἀρχηγὸς τοῦ ΚΚΕ ἐξεφράσθη ἐπαινετικῶς διὰ τὴν σοβιετικὴν πολιτικὴν καὶ ἐπετέθη κατὰ τῶν ἄλλων κομμουνιστικῶν ὁμάδων. Αἱ δηλώσεις αὗται, κατὰ τοὺς παρατηρητάς, ἐπιβεβαιοῦν τὴν ἐξάρτησιν τοῦ κόμματος ἐκ τοῦ ἐξωτερικοῦ. (576, 552, 867, 616)
article-headline: ΕΚΤΕΛΕΣΙΣ ΕΡΓΩΝ ΕΙΣ ΤΗΝ ΠΕΔΙΑΔΑ ΤΗΣ ΚΩΠΑ·Ι·ΔΟΣ (363, 475, 545, 505)
article (1134, 914, 1566, 991)
article (338, 556, 570, 646)
article (22, 473, 336, 627)
article-body: ΛΟΝΔΙΝΟΝ, 8.— Νέου τύπου χόβερκραφτ μὲ ἄκαμπτα τοιχώματα ἐπιδεικνύεται εἰς ἑταιρείας τοῦ Καναδᾶ. Τὸ σκάφος δύναται νὰ μεταφέρῃ ἐπιβάτας καὶ ὀχήματα καὶ ἀναπτύσσει ταχύτητα 50 κόμβων. (1136, 806, 1564, 824)
dash-separator: — (1345, 875, 1355, 885)
article (872, 810, 1130, 897)
article-headline: Ο ΑΝΤΙΠΡΟΕΔΡΟΣ ΤΗΣ ΚΥΒΕΡΝΗΣΕΩΣ ΕΝΕΚΑΙΝΙΑΣΕ ΝΕΑΣ ΕΓΚΑΤΑΣΤΑΣΕΙΣ ΤΟΥ ΟΡΓΑΝΙΣΜΟΥ ΒΑΜΒΑΚΟΣ (583, 629, 860, 709)
article-body: Ἀπεβίωσεν αἰφνιδίως ὁ ὑπάλληλος Ἰωάννης Γ. Σταυρόπουλος, 58 ἐτῶν. (874, 935, 1128, 953)
article-body: ΑΘΗΝΑΙ, 8.— Εἰδικὴ τελετὴ ἐπραγματοποιήθη σήμερον ἐπὶ τῇ ἀναχωρήσει εἰς τὴν ὕπαιθρον σπουδαστῶν τῶν Ἀνωτάτων Σχολῶν τῆς πρωτευούσης, οἱ ὁποῖοι θὰ συμμετάσχουν εἰς τὰ προγράμματα κοινωνικῆς προσφορᾶς καὶ ἐξυπηρετήσεως τῶν κατοίκων τῶν ἀγροτικῶν περιοχῶν. Κατὰ τὴν τελετὴν ὡμίλησεν ὁ ὑφυπουργὸς Παιδείας, ὁ ὁποῖος ἐξῆρε τὴν σημασίαν τῆς πρωτοβουλίας. (24, 715, 334, 770)
article-headline: ΤΟ ΘΕΜΑ ΠΩΛΗΣΕΩΣ ΧΡΥΣΟΥ ΥΠΟ ΤΗΣ ΝΟΤ. ΑΦΡΙΚΗΣ ΘΑ ΕΞΕΤΑΣΘΗ ΕΙΣ ΤΗΝ ΣΥΝΟΔΟΝ ΤΩΝ ΤΡΑΠΕΖΙΚΩΝ (1161, 473, 1539, 524)
article-headline: ΥΠΟΓΡΑΜΜΙΖΟΝΤΑΙ ΥΠΟ ΕΦΗΜΕΡΙΔΟΣ ΤΗΣ ΑΥΣΤΡΑΛΙΑΣ ΑΙ ΣΗΜΕΙΟΥΜΕΝΑΙ ΕΞΕΛΙΞΕΙΣ ΕΙΣ ΤΗΝ ΟΙΚΟΝΟΜΙΑΝ ΜΑΣ (578, 800, 865, 901)
article (1134, 833, 1566, 910)
column-rule (1132, 8, 1133, 2317)
article-headline: ΑΓΡΟΤΙΣ ΕΠΛΗΓΗ ΥΠΟ ΚΕΡΑΥΝΟΥ ΚΑΙ ΕΦΟΝΕΥΘΗ (362, 762, 546, 792)
dash-separator: — (449, 1164, 459, 1175)
article-headline: Ο Κ. ΛΑΔΑΣ ΜΕΤΕΒΗ ΕΙΣ ΤΗΝ ΚΕΦΑΛΛΗΝΙΑΝ ΚΑΙ ΠΡΟΗΔΡΕΥΣΕ ΣΥΝΕΔΡΙΟΥ ΝΟΜΑΡΧΩΝ (47, 959, 310, 1010)
article (22, 631, 336, 776)
price-label: Λίρα Ἀγγλίας (358, 195, 415, 204)
article-headline: ΕΙΔΙΚΑ ΓΥΑΛΙΑ ΘΑ ΠΑΡΕΜΠΟΔΙΖΟΥΝ ΤΑΣ ΚΡΙΣΕΙΣ ΤΩΝ ΕΠΙΛΗΠΤΙΚΩΝ (875, 129, 1127, 158)
dash-separator: — (1345, 267, 1355, 278)
dash-separator: — (996, 59, 1006, 70)
article (338, 125, 570, 256)
article-headline: Η ΣΤΑΤΙΣΤΙΚΗ ΕΠΕΤΗΡΙΣ ΤΗΣ ΕΛΛΑΔΟΣ (356, 560, 552, 590)
article-body: ΑΘΗΝΑΙ, 8.— Τὸ ὑπουργεῖον Κοινωνικῶν Ὑπηρεσιῶν ἀνακοινοῖ ὅτι οἱ διορισμοὶ ἰατρῶν εἰς τὰ κενὰ ἀγροτικὰ ἰατρεῖα καὶ τοὺς ὑγειονομικοὺς σταθμοὺς θὰ γίνωνται ἀνὰ δίμηνον. Αἱ αἰτήσεις τῶν ὑποψηφίων ἰατρῶν θὰ ὑποβάλλωνται εἰς τὰς Νομαρχίας, συνοδευόμεναι ὑπὸ τῶν ἀπαιτουμένων δικαιολογητικῶν. ΟΧΙ ΜΗ ΣΤΡΑΤΕΥΘΕΝΤΕΣ — Διὰ τὴν κάλυψιν τῶν θέσεων θὰ προτιμῶνται ἰατροὶ ἐκπληρώσαντες τὰς στρατιωτικάς των ὑποχρεώσεις. ΠΩΣ ΘΑ ΓΙΝΩΝΤΑΙ — Διορισμοὶ θὰ γίνωνται κατὰ σειρὰν προτεραιότητος καὶ βάσει τῶν ἐκδιδομένων πινάκων. (576, 135, 867, 216)
article (872, 901, 1130, 959)
dash-separator: — (174, 1013, 184, 1024)
article-body: ΑΘΗΝΑΙ, 8.— Ὁ ὑπουργὸς Δημοσίων Ἔργων ἐνέκρινε τὴν ἐκτέλεσιν ἀποστραγγιστικῶν καὶ ἀρδευτικῶν ἔργων εἰς τὴν πεδιάδα τῆς Κωπαΐδος, δαπάνης 60.000.000 δραχμῶν. (340, 520, 568, 547)
dash-separator: — (996, 618, 1006, 629)
dash-separator: — (716, 124, 726, 135)
dash-separator: — (996, 770, 1006, 781)
article-headline: ΤΟΥ ΑΦΗΡΕΣΑΝ 5.180 ΔΡΑΧΜΑΣ (343, 932, 565, 947)
article (338, 8, 570, 121)
article (872, 657, 1130, 729)
article (1134, 469, 1566, 571)
article-headline: Η ΔΥΝΑΜΙΣ ΕΙΣ ΕΔΡΑΣ ΤΩΝ ΙΤΑΛΙΚΩΝ ΠΟΛΙΤΙΚΩΝ ΚΟΜΜΑΤΩΝ (883, 222, 1119, 253)
dash-separator: — (449, 509, 459, 520)
column-4 (872, 8, 1130, 963)
column-rule (572, 8, 573, 2317)
dash-separator: — (449, 702, 459, 712)
dash-separator: — (449, 951, 459, 962)
dash-separator: — (449, 1027, 459, 1038)
dash-separator: — (1345, 114, 1355, 125)
article (872, 407, 1130, 479)
article (338, 260, 570, 368)
article (872, 733, 1130, 805)
article-headline: ΜΕ ΝΕΟΥ ΤΥΠΟΥ ΚΑΤΕΥΘΥΝΟΜΕΝΑ ΒΛΗΜΑΤΑ ΕΦΟΔΙΑΣΜΕΝΟΝ ΤΟ ΠΟΛΕΜΙΚΟΝ «ΜΠΡΙΣΤΟΛ» (1165, 918, 1535, 952)
article (1134, 333, 1566, 465)
dash-separator: — (716, 904, 726, 915)
article-body: ΤΡΙΚΑΛΑ, 8.— Ἐφονεύθη ἐκ κεραυνοῦ ἀγρότις, ἡ ὁποία εἰργάζετο εἰς τὸν ἀγρόν της κατὰ τὴν διάρκειαν σφοδρᾶς καταιγίδος. (340, 806, 568, 834)
article-body: ΑΘΗΝΑΙ, 8.— Συνελήφθη ὑπὸ τῆς Ἀσφαλείας νεαρὸς κλέπτης, ὁ ὁποῖος εἶχε διαπράξει σειρὰν διαρρήξεων οἰκιῶν καὶ καταστημάτων. Παρ᾽ αὐτῷ ἀνευρέθησαν χρηματικὰ ποσὰ καὶ κοσμήματα ἀξίας 65.000 δραχμῶν. (340, 712, 568, 749)
article-body: ΑΘΗΝΑΙ, 8.— Συνελήφθη ἐπ᾽ αὐτοφώρῳ ἄτομον κατὰ τὴν στιγμὴν καθ᾽ ἣν ἀφῄρει 1.400 δραχμάς. (340, 1038, 568, 1056)
dash-separator: — (449, 880, 459, 891)
article-body: ΒΑΣΙΛΕΙΑ, 8.— Τὸ θέμα τῆς πωλήσεως χρυσοῦ ὑπὸ τῆς Νοτίου Ἀφρικῆς θὰ ἐξετασθῇ εἰς τὴν σύνοδον τῶν διοικητῶν τῶν κεντρικῶν τραπεζῶν, ἡ ὁποία θὰ πραγματοποιηθῇ ἐνταῦθα. Αἱ ἀπόψεις τῶν κρατῶν-μελῶν παραμένουν διιστάμεναι ἐπὶ τοῦ θέματος. (1136, 538, 1564, 565)
dash-separator: — (174, 1155, 184, 1165)
article-body: ΛΟΝΔΙΝΟΝ, 8.— Τὸ ἀεροδρόμιον τοῦ Χήθροου ἀποκτᾷ νέον τμῆμα ὑποδοχῆς τῶν ἐπιβατῶν, τὸ ὁποῖον θὰ δύναται νὰ ἐξυπηρετῇ ἑκατομμύρια ταξιδιωτῶν ἐτησίως. Τὸ νέον κτίριον θὰ τεθῇ εἰς λειτουργίαν ἐντὸς τοῦ 1970. (1136, 716, 1564, 744)
dash-separator: — (449, 1103, 459, 1113)
dash-separator: — (996, 359, 1006, 369)
article-body: ΑΘΗΝΑΙ, 8.— Ἀφίχθησαν σήμερον ἐκ Νέας Ὑόρκης 19 νεαροί ἐφημεριδοπῶλαι, οἱ ὁποῖοι θεωροῦνται διπλωμάται καλῆς θελήσεως τῶν Ἡνωμένων Πολιτειῶν. Διὰ τὴν ἐπίσκεψιν τῶν ἐφημεριδοπωλῶν εἰς τὴν Ἑλλάδα ἐνδιεφέρθησαν προσωπικῶς ὁ Πρόεδρος κ. Νίξον καὶ ὁ Πρωθυπουργὸς κ. Παπαδόπουλος. Οἱ νεαροὶ ἐπισκέπται θὰ παραμείνουν εἰς τὴν χώραν ἐπὶ δεκαπενθήμερον καὶ θὰ ἐπισκεφθοῦν τὰς Ἀθήνας, τὴν Θεσσαλονίκην καὶ ἄλλας πόλεις, ὅπου θὰ γνωρίσουν ἀπὸ κοντὰ τὸν ἑλληνικὸν λαόν, τὴν ἱστορίαν καὶ τὸν πολιτισμὸν του. Κατὰ τὴν ἄφιξίν των εἰς τὸ ἀεροδρόμιον τοῦ Ἑλληνικοῦ ἐγένοντο δεκτοὶ ὑπὸ ἐκπροσώπων τῆς Κυβερνήσεως καὶ τῆς ἀμερικανικῆς Πρεσβείας. Ὁ Πρωθυπουργὸς κ. Γ. Παπαδόπουλος θὰ τοὺς δεχθῇ εἰς ἀκρόασιν. (24, 145, 334, 245)
price-row (358, 204, 505, 215)
dash-separator: — (449, 795, 459, 806)
article (1134, 754, 1566, 830)
dash-separator: — (1345, 527, 1355, 538)
article-body: ΛΟΝΔΙΝΟΝ, 8.— Ἐπιστήμονες κατεσκεύασαν εἰδικὰ γυαλιά, τὰ ὁποῖα θὰ παρεμποδίζουν τὰς κρίσεις τῶν ἐπιληπτικῶν ὅταν οὗτοι παρακολουθοῦν τηλεόρασιν ἢ εὑρίσκονται εἰς χώρους μὲ ἔντονον φωτισμόν. (874, 173, 1128, 209)
dash-separator: — (716, 541, 726, 552)
article-body: ΑΘΗΝΑΙ, 8.— Ἡ ἔγκυρος ἐφημερὶς τοῦ Σίδνεϋ δημοσιεύει ἄρθρον ἀφιερωμένον εἰς τὰς ἐξελίξεις τῆς ἑλληνικῆς οἰκονομίας. Τὸ ἄρθρον ὑπογραμμίζει τὴν σημειουμένην αὔξησιν τοῦ ἐθνικοῦ εἰσοδήματος, τὴν νομισματικὴν σταθερότητα καὶ τὴν ἄνοδον τῶν ἐπενδύσεων. Ἐπισημαίνεται ἐπίσης ὅτι ἡ ἀνάπτυξις τοῦ τουρισμοῦ καὶ τῆς ναυτιλίας συνέβαλε σημαντικῶς εἰς τὴν βελτίωσιν τοῦ ἰσοζυγίου πληρωμῶν. (576, 915, 867, 979)
dash-separator: — (449, 594, 459, 604)
